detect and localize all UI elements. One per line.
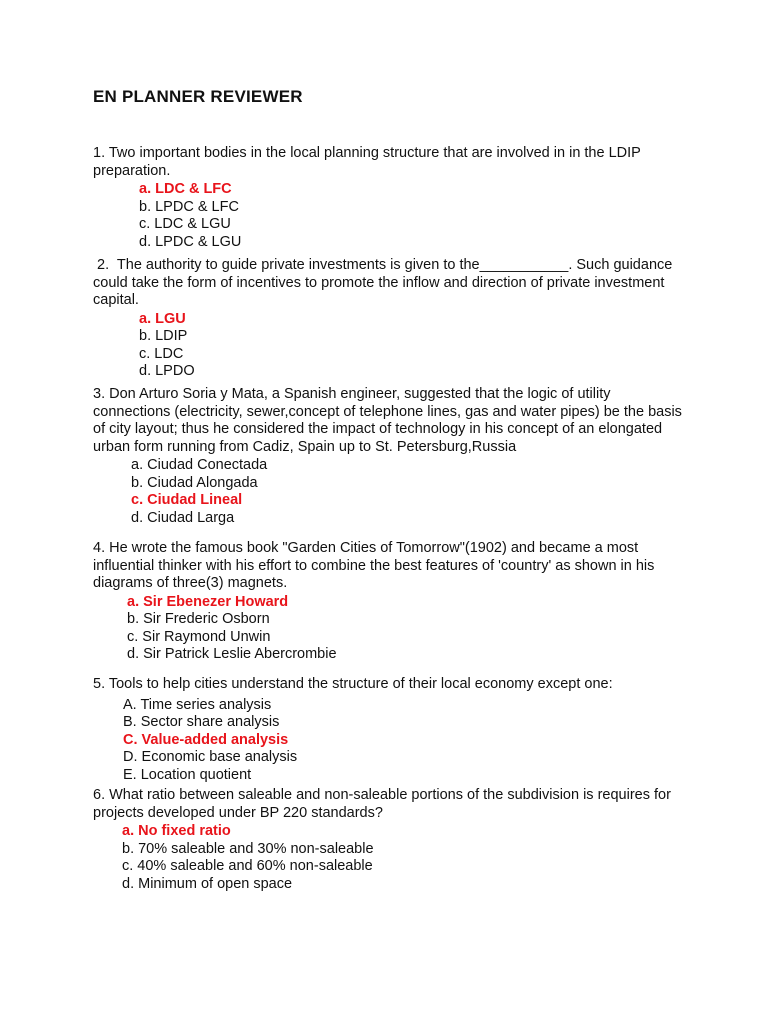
answer-option-correct: a. No fixed ratio [122,823,231,839]
answer-option: b. Ciudad Alongada [131,474,258,491]
answer-option: b. 70% saleable and 30% non-saleable [122,840,374,857]
answer-option: c. LDC [139,345,184,362]
answer-option: D. Economic base analysis [123,749,298,765]
answer-option: c. LDC & LGU [139,216,231,232]
answer-option: b. Sir Frederic Osborn [127,611,270,627]
question-text: 2. The authority to guide private investments is given to the___________. Such guidance could take the form of incentives to promote the inflow and direction of private investment capital. [93,257,677,308]
answer-option: d. Ciudad Larga [131,509,235,526]
question-4 [93,540,683,664]
answer-option-correct: C. Value-added analysis [123,731,289,748]
question-5 [93,676,683,784]
answer-option: b. LPDC & LFC [139,198,239,215]
question-text: 5. Tools to help cities understand the structure of their local economy except one: [93,676,613,692]
question-text: 1. Two important bodies in the local planning structure that are involved in in the LDIP preparation. [93,145,641,179]
answer-options [139,181,683,251]
question-text: 6. What ratio between saleable and non-saleable portions of the subdivision is requires for projects developed under BP 220 standards? [93,787,671,821]
page-title: EN PLANNER REVIEWER [93,87,303,106]
answer-option: d. LPDC & LGU [139,233,242,250]
answer-option: b. LDIP [139,328,188,344]
answer-option-correct: c. Ciudad Lineal [131,492,243,508]
answer-option-correct: a. LGU [139,310,186,327]
answer-option: c. 40% saleable and 60% non-saleable [122,858,373,874]
question-3 [93,386,683,527]
question-text: 3. Don Arturo Soria y Mata, a Spanish engineer, suggested that the logic of utility connections (electricity, sewer,concept of telephone lines, gas and water pipes) be the basis of city layout; thus he considered the impact of technology in his concept of an elongated urban form running from Cadiz, Spain up to St. Petersburg,Russia [93,386,682,455]
answer-option: d. Sir Patrick Leslie Abercrombie [127,646,337,662]
question-2 [93,257,683,381]
question-6 [93,787,683,893]
answer-options [139,311,683,381]
answer-option: B. Sector share analysis [123,714,280,730]
question-1 [93,145,683,251]
answer-option-correct: a. LDC & LFC [139,181,232,197]
answer-option: c. Sir Raymond Unwin [127,628,271,645]
answer-option-correct: a. Sir Ebenezer Howard [127,593,289,610]
answer-option: a. Ciudad Conectada [131,457,268,473]
answer-option: E. Location quotient [123,766,252,783]
answer-option: d. Minimum of open space [122,875,293,892]
answer-options [123,697,683,785]
answer-options [127,594,683,664]
answer-option: d. LPDO [139,363,195,379]
question-text: 4. He wrote the famous book "Garden Cities of Tomorrow"(1902) and became a most influential thinker with his effort to combine the best features of 'country' as shown in his diagrams of three(3) magnets. [93,540,655,591]
answer-options [122,823,683,893]
answer-options [131,457,683,527]
answer-option: A. Time series analysis [123,696,272,713]
